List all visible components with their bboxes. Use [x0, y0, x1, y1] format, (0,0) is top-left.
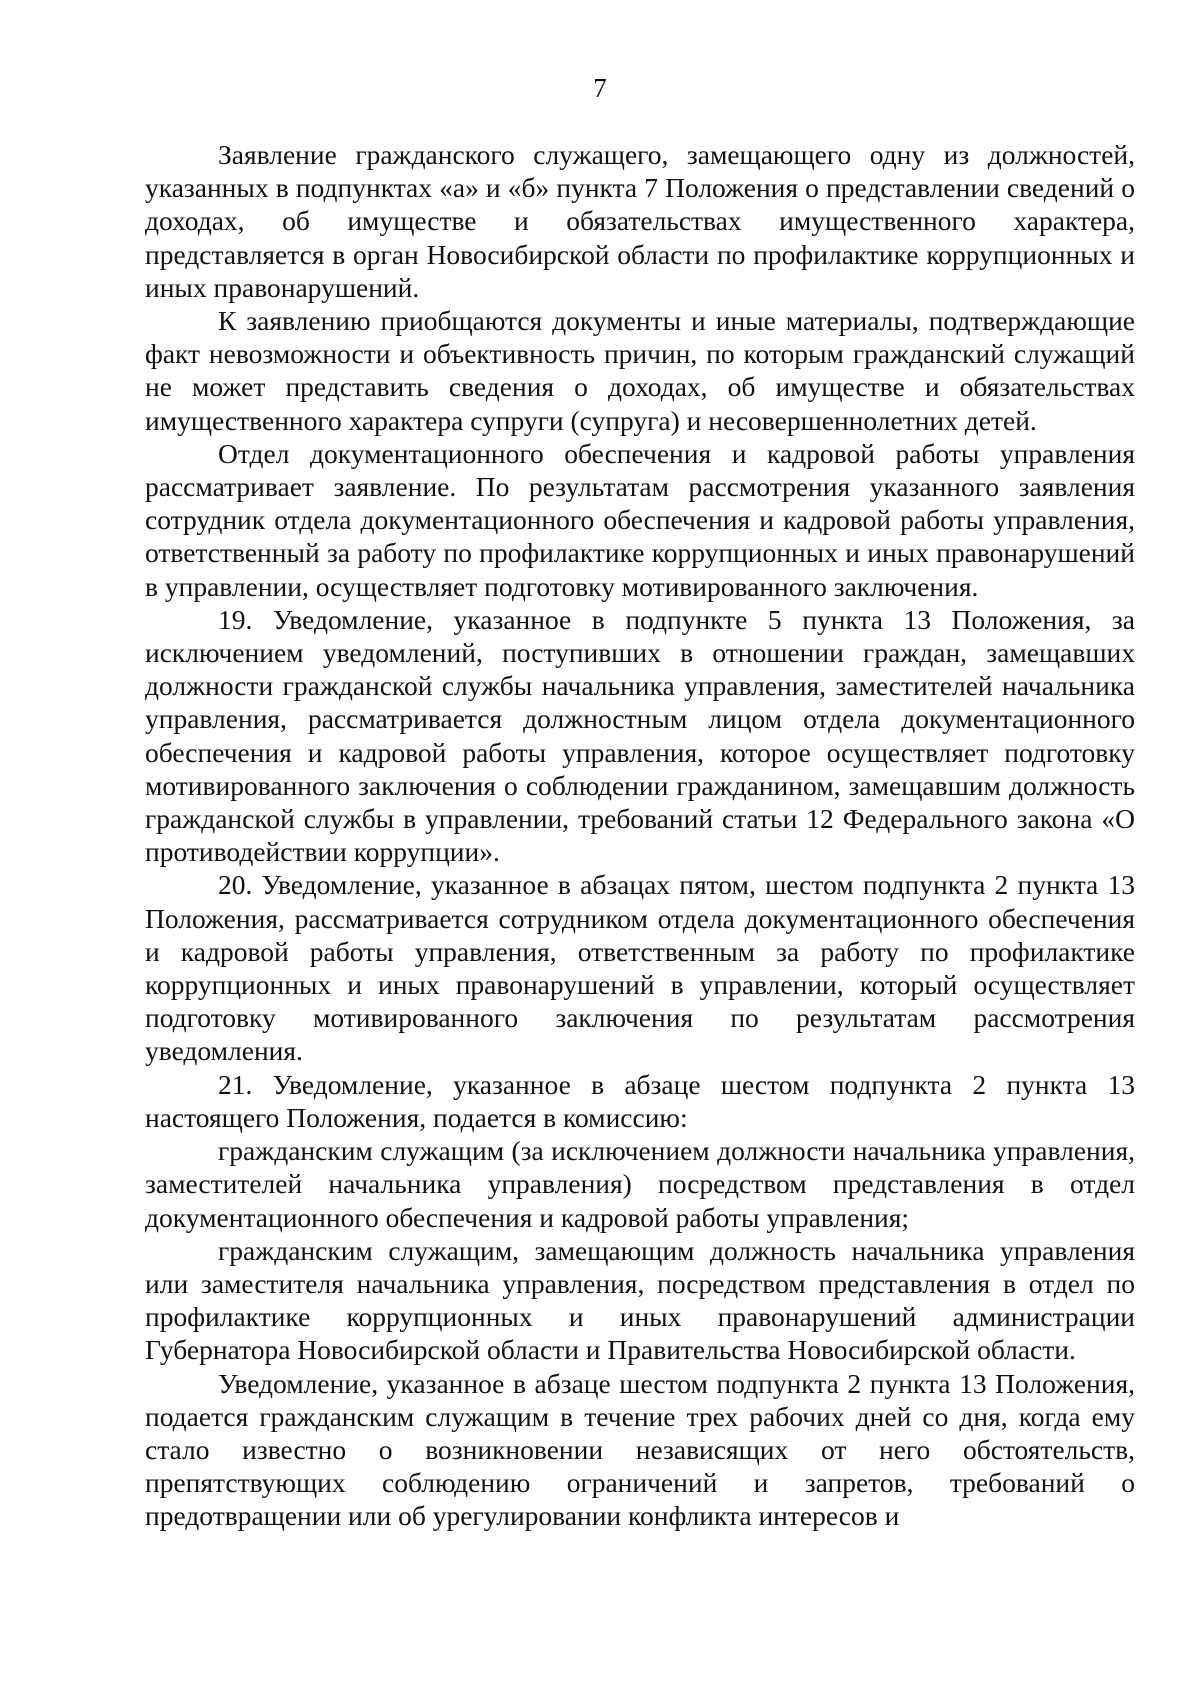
- paragraph: Заявление гражданского служащего, замещающего одну из должностей, указанных в подпунктах «а» и «б» пункта 7 Положения о представлении сведений о доходах, об имуществе и обязательствах имущественного характера, представляется в орган Новосибирской области по профилактике коррупционных и иных правонарушений.: [145, 139, 1135, 303]
- paragraph: 21. Уведомление, указанное в абзаце шестом подпункта 2 пункта 13 настоящего Положения, подается в комиссию:: [145, 1068, 1135, 1133]
- paragraph: гражданским служащим, замещающим должность начальника управления или заместителя начальника управления, посредством представления в отдел по профилактике коррупционных и иных правонарушений администрации Губернатора Новосибирской области и Правительства Новосибирской области.: [145, 1234, 1135, 1366]
- document-body: [145, 138, 1135, 1533]
- page-number: 7: [593, 73, 607, 103]
- paragraph: Уведомление, указанное в абзаце шестом подпункта 2 пункта 13 Положения, подается гражданским служащим в течение трех рабочих дней со дня, когда ему стало известно о возникновении независящих от него обстоятельств, препятствующих соблюдению ограничений и запретов, требований о предотвращении или об урегулировании конфликта интересов и: [145, 1367, 1135, 1532]
- paragraph: Отдел документационного обеспечения и кадровой работы управления рассматривает заявление. По результатам рассмотрения указанного заявления сотрудник отдела документационного обеспечения и кадровой работы управления, ответственный за работу по профилактике коррупционных и иных правонарушений в управлении, осуществляет подготовку мотивированного заключения.: [145, 437, 1135, 602]
- paragraph: гражданским служащим (за исключением должности начальника управления, заместителей начальника управления) посредством представления в отдел документационного обеспечения и кадровой работы управления;: [145, 1135, 1135, 1233]
- paragraph: К заявлению приобщаются документы и иные материалы, подтверждающие факт невозможности и объективность причин, по которым гражданский служащий не может представить сведения о доходах, об имуществе и обязательствах имущественного характера супруги (супруга) и несовершеннолетних детей.: [145, 305, 1135, 436]
- paragraph: 20. Уведомление, указанное в абзацах пятом, шестом подпункта 2 пункта 13 Положения, рассматривается сотрудником отдела документационного обеспечения и кадровой работы управления, ответственным за работу по профилактике коррупционных и иных правонарушений в управлении, который осуществляет подготовку мотивированного заключения по результатам рассмотрения уведомления.: [145, 869, 1135, 1067]
- paragraph: 19. Уведомление, указанное в подпункте 5 пункта 13 Положения, за исключением уведомлений, поступивших в отношении граждан, замещавших должности гражданской службы начальника управления, заместителей начальника управления, рассматривается должностным лицом отдела документационного обеспечения и кадровой работы управления, которое осуществляет подготовку мотивированного заключения о соблюдении гражданином, замещавшим должность гражданской службы в управлении, требований статьи 12 Федерального закона «О противодействии коррупции».: [145, 603, 1135, 868]
